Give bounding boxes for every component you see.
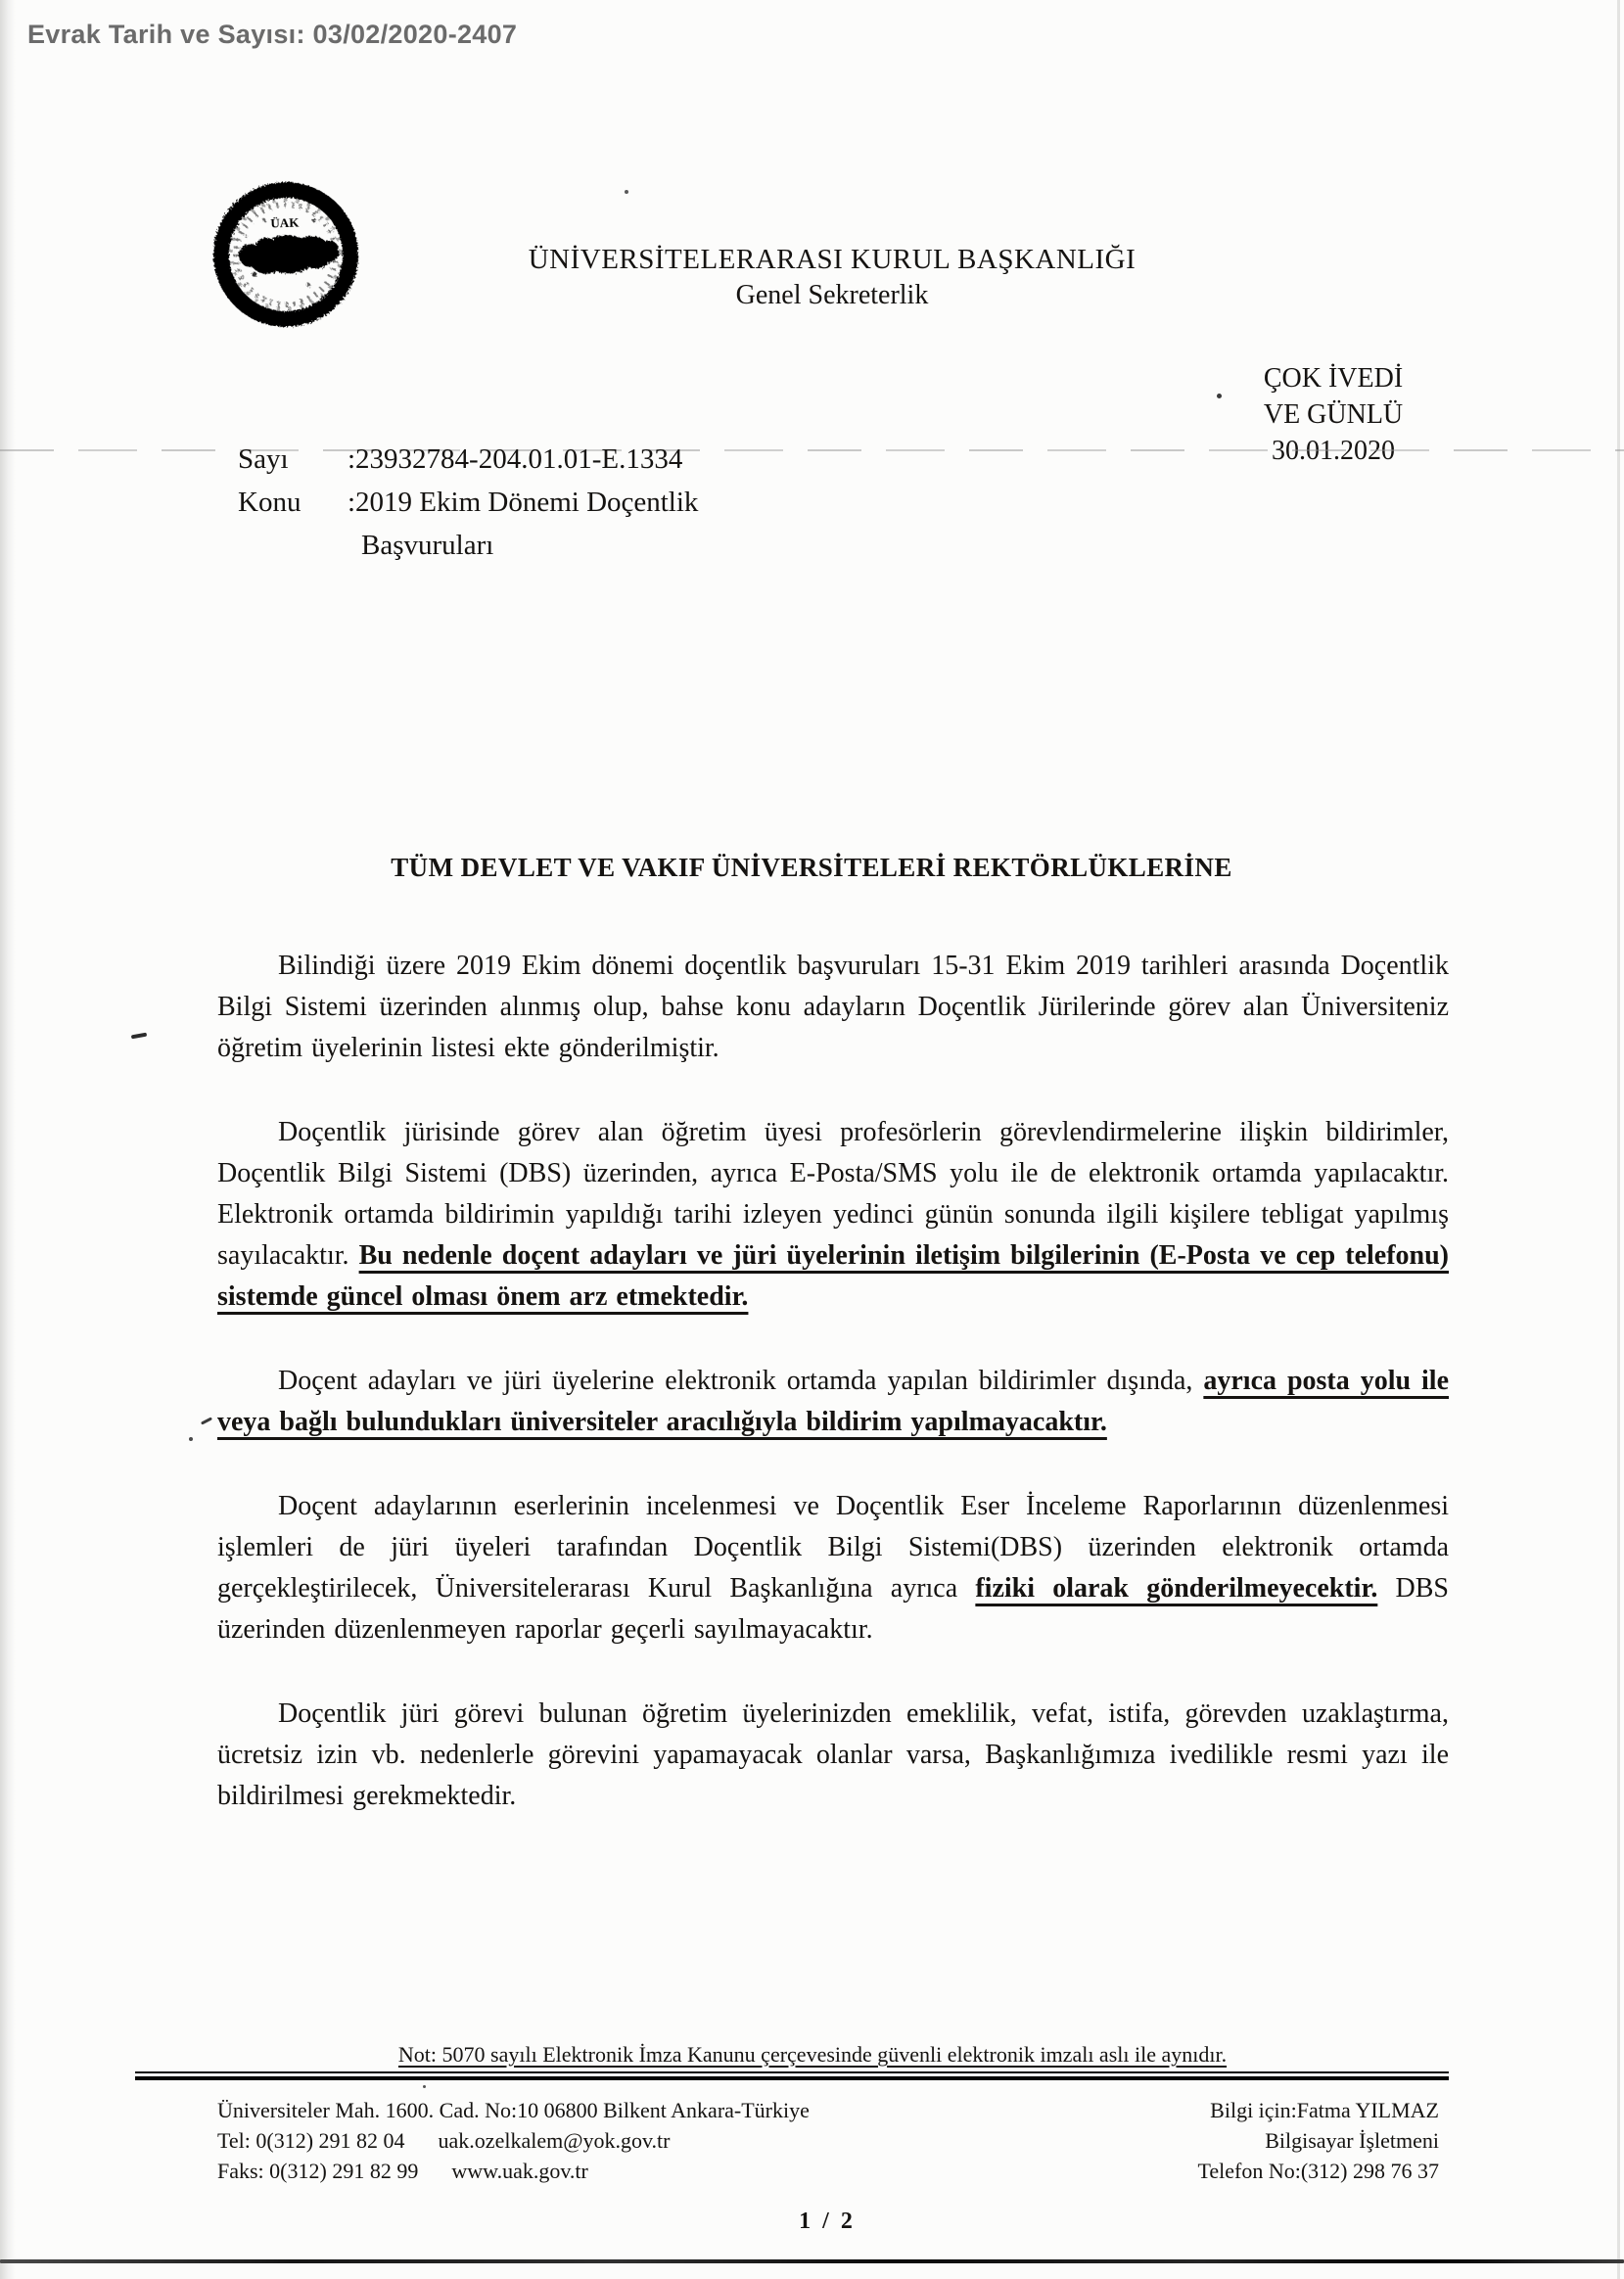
- department-name: Genel Sekreterlik: [735, 280, 929, 311]
- e-signature-note: Not: 5070 sayılı Elektronik İmza Kanunu çerçevesinde güvenli elektronik imzalı aslı ile aynıdır.: [397, 2042, 1228, 2067]
- konu-label: Konu: [238, 487, 302, 518]
- scan-artifact: [189, 1437, 193, 1441]
- paragraph-4: [217, 1486, 1449, 1651]
- page-bottom-rule: [0, 2259, 1624, 2263]
- konu-value: :2019 Ekim Dönemi Doçentlik: [348, 487, 699, 518]
- urgency-line1: ÇOK İVEDİ: [1263, 363, 1404, 394]
- page-number: 1 / 2: [799, 2209, 856, 2234]
- sayi-label: Sayı: [238, 443, 289, 475]
- footer-email: uak.ozelkalem@yok.gov.tr: [438, 2128, 671, 2153]
- footer-address: Üniversiteler Mah. 1600. Cad. No:10 06800 Bilkent Ankara-Türkiye: [217, 2098, 810, 2122]
- scan-artifact: [625, 190, 628, 194]
- organization-name: ÜNİVERSİTELERARASI KURUL BAŞKANLIĞI: [528, 244, 1137, 275]
- letterhead: [323, 242, 1341, 313]
- seal-uak-text: ÜAK: [270, 214, 300, 231]
- contact-person-phone: Telefon No:(312) 298 76 37: [1197, 2159, 1439, 2183]
- scan-artifact: [201, 1417, 212, 1424]
- footer-tel-row: [217, 2125, 810, 2156]
- paragraph-2-text: Doçentlik jürisinde görev alan öğretim üyesi profesörlerin görevlendirmelerine ilişkin bildirimler, Doçentlik Bilgi Sistemi (DBS) üzerinden, ayrıca E-Posta/SMS yolu ile de elektronik ortamda yapılacaktır. Elektronik ortamda bildirimin yapıldığı tarihi izleyen yedinci günün sonunda ilgili kişilere tebligat yapılmış sayılacaktır.: [217, 1117, 1449, 1271]
- paragraph-4-text-2: DBS üzerinden düzenlenmeyen raporlar geçerli sayılmayacaktır.: [217, 1573, 1449, 1645]
- urgency-block: [1235, 360, 1431, 469]
- scan-artifact: [1217, 394, 1222, 398]
- contact-person-title: Bilgisayar İşletmeni: [1265, 2128, 1439, 2153]
- paragraph-3-emphasis: ayrıca posta yolu ile veya bağlı bulundukları üniversiteler aracılığıyla bildirim yapılmayacaktır.: [217, 1366, 1449, 1437]
- letter-date: 30.01.2020: [1272, 436, 1395, 466]
- recipient-heading: TÜM DEVLET VE VAKIF ÜNİVERSİTELERİ REKTÖRLÜKLERİNE: [391, 853, 1232, 882]
- paragraph-4-emphasis: fiziki olarak gönderilmeyecektir.: [975, 1573, 1378, 1604]
- scan-edge-left: [0, 0, 16, 2279]
- paragraph-3: [217, 1361, 1449, 1443]
- footer-web: www.uak.gov.tr: [451, 2159, 588, 2183]
- urgency-line2: VE GÜNLÜ: [1263, 399, 1404, 430]
- document-date-number-stamp: Evrak Tarih ve Sayısı: 03/02/2020-2407: [27, 20, 518, 49]
- paragraph-4-text-1: Doçent adaylarının eserlerinin incelenmesi ve Doçentlik Eser İnceleme Raporlarının düzenlenmesi işlemleri de jüri üyeleri tarafından Doçentlik Bilgi Sistemi(DBS) üzerinden elektronik ortamda gerçekleştirilecek, Üniversitelerarası Kurul Başkanlığına ayrıca: [217, 1491, 1449, 1604]
- sayi-value: :23932784-204.01.01-E.1334: [348, 443, 683, 475]
- scan-artifact: [423, 2085, 426, 2088]
- paragraph-5: Doçentlik jüri görevi bulunan öğretim üyelerinizden emeklilik, vefat, istifa, görevden uzaklaştırma, ücretsiz izin vb. nedenlerle görevini yapamayacak olanlar varsa, Başkanlığımıza ivedilikle resmi yazı ile bildirilmesi gerekmektedir.: [217, 1698, 1449, 1811]
- scan-artifact: [131, 1033, 147, 1040]
- scan-edge-right: [1617, 0, 1620, 2279]
- paragraph-3-text: Doçent adayları ve jüri üyelerine elektronik ortamda yapılan bildirimler dışında,: [278, 1366, 1204, 1396]
- konu-value-line2: Başvuruları: [361, 530, 494, 561]
- contact-person-name: Bilgi için:Fatma YILMAZ: [1210, 2098, 1439, 2122]
- konu-row: [238, 481, 698, 524]
- footer-fax-row: [217, 2156, 810, 2186]
- footer-divider: [135, 2071, 1449, 2080]
- paragraph-2: [217, 1112, 1449, 1318]
- sayi-row: [238, 438, 698, 481]
- footer-address-block: [217, 2095, 810, 2186]
- paragraph-1: Bilindiği üzere 2019 Ekim dönemi doçentlik başvuruları 15-31 Ekim 2019 tarihleri arasında Doçentlik Bilgi Sistemi üzerinden alınmış olup, bahse konu adayların Doçentlik Jürilerinde görev alan Üniversiteniz öğretim üyelerinin listesi ekte gönderilmiştir.: [217, 951, 1449, 1063]
- footer-tel: Tel: 0(312) 291 82 04: [217, 2128, 405, 2153]
- letter-body: [217, 946, 1449, 1860]
- footer-contact-person-block: [1197, 2095, 1439, 2186]
- meta-block: [238, 438, 698, 567]
- footer-fax: Faks: 0(312) 291 82 99: [217, 2159, 419, 2183]
- paragraph-2-emphasis: Bu nedenle doçent adayları ve jüri üyelerinin iletişim bilgilerinin (E-Posta ve cep telefonu) sistemde güncel olması önem arz etmektedir.: [217, 1240, 1449, 1312]
